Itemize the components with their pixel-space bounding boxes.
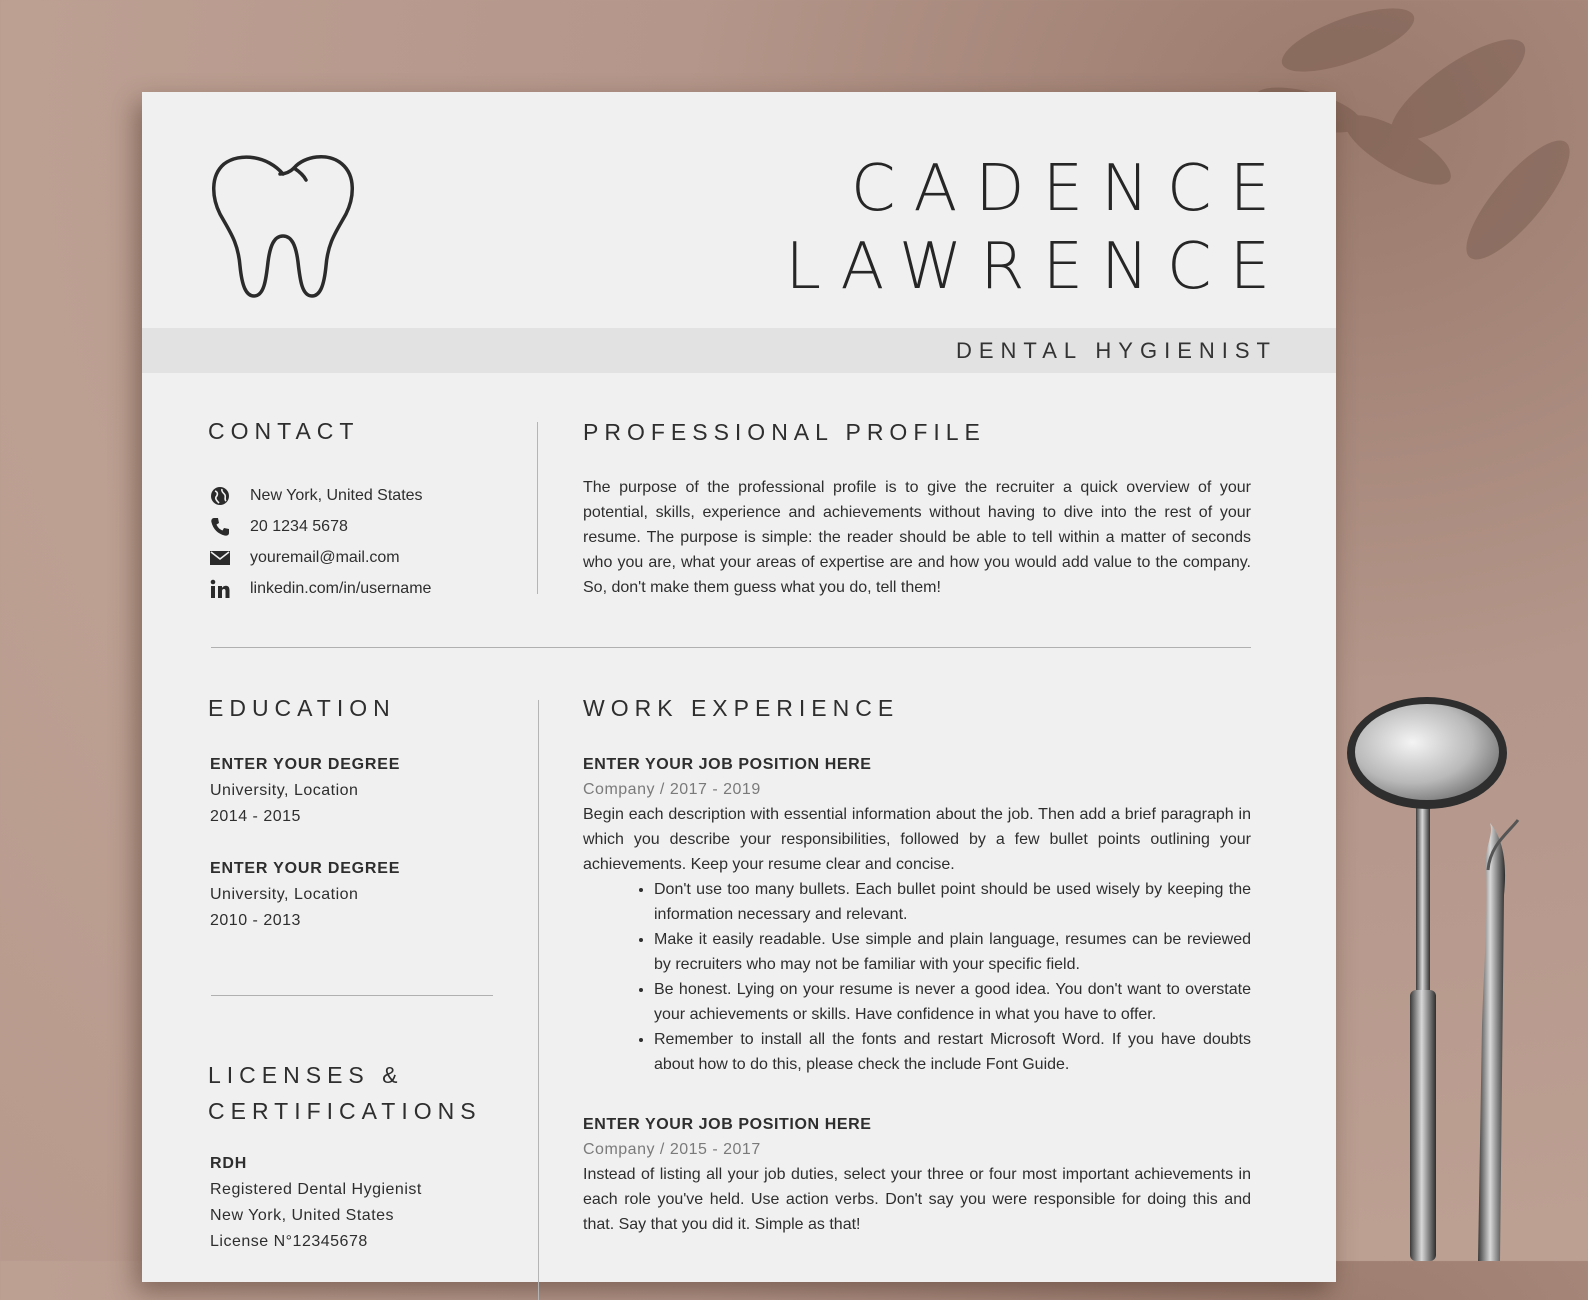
- job-position: ENTER YOUR JOB POSITION HERE: [583, 1116, 872, 1133]
- education-divider: [211, 995, 493, 996]
- first-name: CADENCE: [850, 152, 1288, 226]
- license-location: New York, United States: [210, 1207, 395, 1224]
- degree: ENTER YOUR DEGREE: [210, 756, 401, 773]
- job-description: Instead of listing all your job duties, select your three or four most important achievements in each role you've held. Use action verbs. Don't say you were responsible for doing this and that. Say that you did it. Simple as that!: [583, 1166, 1251, 1233]
- job-title-band: [142, 328, 1336, 373]
- years: 2014 - 2015: [210, 808, 301, 825]
- contact-location: [210, 480, 431, 511]
- phone-icon: [210, 517, 230, 537]
- job-company: Company / 2017 - 2019: [583, 781, 761, 798]
- licenses-heading-line2: CERTIFICATIONS: [208, 1098, 482, 1124]
- school: University, Location: [210, 886, 359, 903]
- candidate-name: [785, 150, 1288, 306]
- education-heading: EDUCATION: [208, 695, 396, 721]
- job-entry: [583, 752, 1251, 1077]
- job-bullet: • Be honest. Lying on your resume is never a good idea. You don't want to overstate your achievements or skills. Have confidence in what you have to offer.: [654, 977, 1251, 1027]
- resume-page: [142, 92, 1336, 1282]
- license-code: RDH: [210, 1155, 248, 1172]
- linkedin-icon: [210, 579, 230, 599]
- dental-instruments: [1340, 695, 1520, 1261]
- work-heading: WORK EXPERIENCE: [583, 695, 900, 721]
- job-bullet: • Remember to install all the fonts and restart Microsoft Word. If you have doubts about how to do this, please check the include Font Guide.: [654, 1027, 1251, 1077]
- contact-email-text: youremail@mail.com: [250, 548, 400, 566]
- last-name: LAWRENCE: [785, 230, 1288, 304]
- contact-phone-text: 20 1234 5678: [250, 517, 348, 535]
- contact-location-text: New York, United States: [250, 486, 423, 504]
- job-entry: [583, 1112, 1251, 1237]
- mail-icon: [210, 548, 230, 568]
- contact-email: [210, 542, 431, 573]
- profile-heading: PROFESSIONAL PROFILE: [583, 419, 986, 445]
- job-description: Begin each description with essential information about the job. Then add a brief paragraph in which you describe your responsibilities, followed by a few bullet points outlining your achievements. Keep your resume clear and concise.: [583, 806, 1251, 873]
- degree: ENTER YOUR DEGREE: [210, 860, 401, 877]
- license-number: License N°12345678: [210, 1233, 368, 1250]
- job-position: ENTER YOUR JOB POSITION HERE: [583, 756, 872, 773]
- contact-phone: [210, 511, 431, 542]
- tooth-icon: [210, 150, 356, 300]
- job-title: DENTAL HYGIENIST: [955, 338, 1277, 363]
- school: University, Location: [210, 782, 359, 799]
- licenses-heading: [208, 1057, 482, 1129]
- contact-linkedin-text: linkedin.com/in/username: [250, 579, 432, 597]
- contact-linkedin: [210, 573, 431, 604]
- job-bullet: • Make it easily readable. Use simple and plain language, resumes can be reviewed by recruiters who may not be familiar with your specific field.: [654, 927, 1251, 977]
- column-divider: [538, 700, 539, 1300]
- contact-divider: [537, 422, 538, 594]
- job-company: Company / 2015 - 2017: [583, 1141, 761, 1158]
- job-bullet: • Don't use too many bullets. Each bullet point should be used wisely by keeping the information necessary and relevant.: [654, 877, 1251, 927]
- contact-heading: CONTACT: [208, 418, 360, 444]
- education-item: [210, 752, 400, 830]
- profile-text: The purpose of the professional profile is to give the recruiter a quick overview of your potential, skills, experience and achievements without having to dive into the rest of your resume. The purpose is simple: the reader should be able to tell within a matter of seconds who you are, what your areas of expertise are and how you would add value to the company. So, don't make them guess what you do, tell them!: [583, 479, 1251, 596]
- section-divider: [211, 647, 1251, 648]
- licenses-heading-line1: LICENSES &: [208, 1062, 404, 1088]
- license-name: Registered Dental Hygienist: [210, 1181, 422, 1198]
- license-item: [210, 1151, 422, 1255]
- education-item: [210, 856, 400, 934]
- job-bullets: [583, 877, 1251, 1077]
- contact-list: [210, 480, 431, 604]
- globe-icon: [210, 486, 230, 506]
- years: 2010 - 2013: [210, 912, 301, 929]
